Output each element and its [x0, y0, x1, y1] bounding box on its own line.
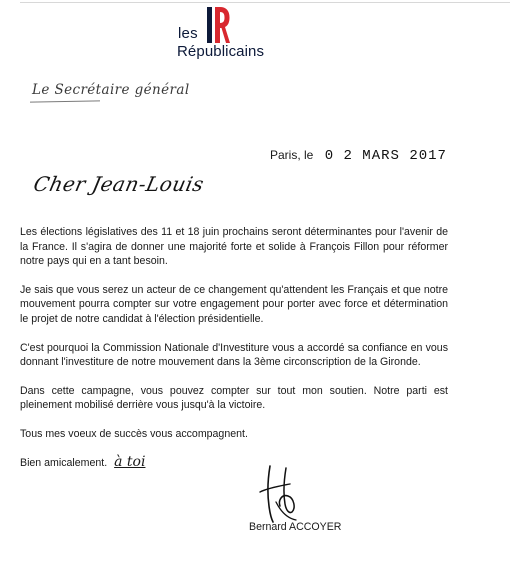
- paragraph-3: C'est pourquoi la Commission Nationale d'Investiture vous a accordé sa confiance en vous donnant l'investiture de notre mouvement dans la 3ème circonscription de la Gironde.: [20, 341, 448, 369]
- paragraph-4: Dans cette campagne, vous pouvez compter sur tout mon soutien. Notre parti est pleinement mobilisé derrière vous jusqu'à la victoire.: [20, 384, 448, 412]
- closing-text: Bien amicalement.: [20, 457, 108, 469]
- closing-line: [20, 454, 145, 470]
- lr-monogram-icon: [204, 6, 230, 44]
- paragraph-1: Les élections législatives des 11 et 18 juin prochains seront déterminantes pour l'avenir de la France. Il s'agira de donner une majorité forte et solide à François Fillon pour réformer notre pays qui en a tant besoin.: [20, 226, 448, 268]
- signatory-name: Bernard ACCOYER: [249, 521, 342, 533]
- logo-prefix: les: [178, 25, 198, 42]
- header-underline: [30, 100, 100, 102]
- date-stamp: 0 2 MARS 2017: [324, 148, 447, 164]
- logo-party-name: Républicains: [177, 43, 265, 60]
- party-logo: [176, 6, 286, 62]
- handwritten-signature: [256, 462, 306, 524]
- closing-handwritten: à toi: [114, 454, 146, 470]
- page-top-edge: [20, 2, 510, 3]
- date-place: Paris, le: [270, 148, 314, 162]
- paragraph-2: Je sais que vous serez un acteur de ce changement qu'attendent les Français et que notre mouvement pourra compter sur votre engagement pour porter avec force et détermination le projet de notre candidat à l'élection présidentielle.: [20, 283, 448, 325]
- date-line: [270, 148, 447, 164]
- letter-body: [20, 225, 448, 456]
- paragraph-5: Tous mes voeux de succès vous accompagnent.: [20, 427, 248, 440]
- handwritten-greeting: Cher Jean-Louis: [31, 172, 207, 196]
- secretary-header: Le Secrétaire général: [32, 82, 190, 98]
